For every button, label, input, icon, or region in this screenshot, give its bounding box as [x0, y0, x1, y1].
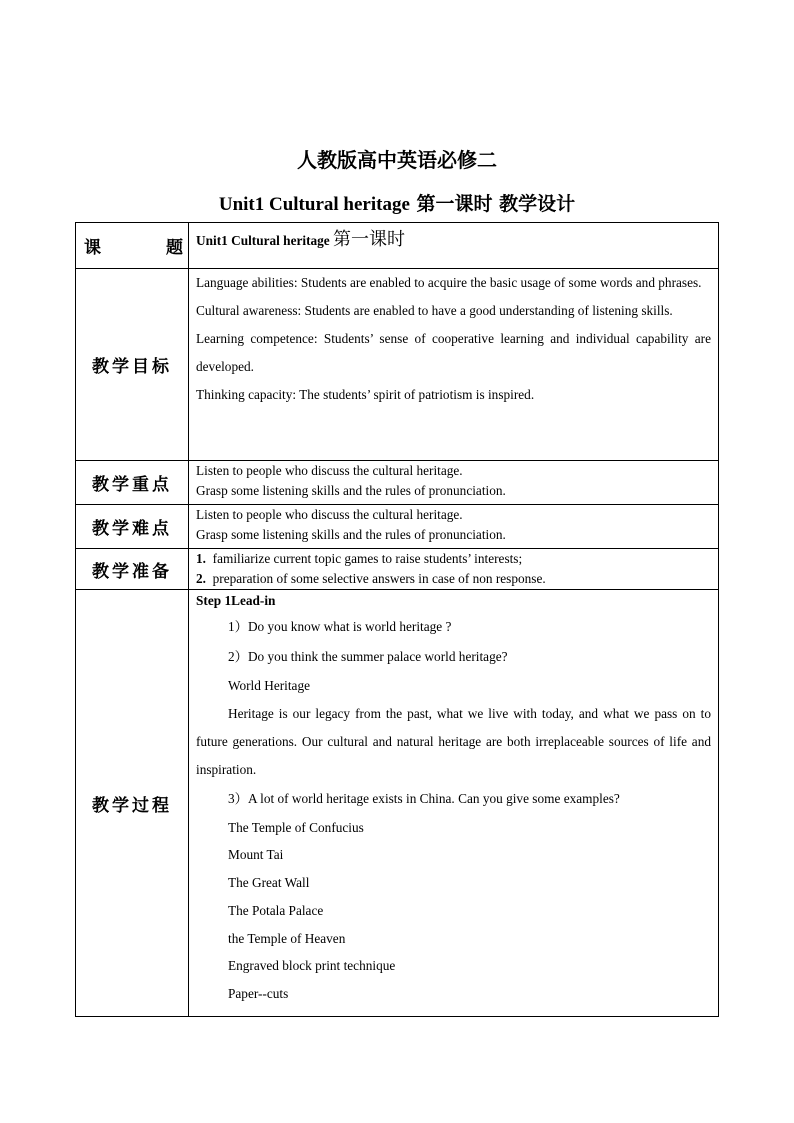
preparation-text: preparation of some selective answers in case of non response. [212, 571, 546, 586]
goal-culture: Cultural awareness: Students are enabled to have a good understanding of listening skills. [196, 303, 673, 318]
preparation-content [189, 549, 719, 590]
row-process [76, 590, 719, 1017]
topic-value-en: Unit1 Cultural heritage [196, 233, 330, 248]
label-topic-char-2: 题 [166, 238, 184, 258]
key-point-item: Grasp some listening skills and the rules of pronunciation. [196, 483, 506, 498]
row-preparation [76, 549, 719, 590]
row-topic [76, 223, 719, 269]
example-item: Paper--cuts [228, 985, 289, 1001]
label-topic [76, 223, 189, 269]
example-item: The Potala Palace [228, 902, 324, 918]
label-process: 教学过程 [76, 590, 189, 1017]
row-key-points [76, 461, 719, 505]
label-difficulties: 教学难点 [76, 505, 189, 549]
heritage-paragraph: Heritage is our legacy from the past, what we live with today, and what we pass on to future generations. Our cultural and natural heritage are both irreplaceable sources of life and inspiration. [196, 705, 711, 777]
subtitle-lesson: 第一课时 教学设计 [416, 193, 576, 215]
label-topic-char-1: 课 [84, 238, 131, 258]
row-goals [76, 269, 719, 461]
document-title: 人教版高中英语必修二 [297, 148, 497, 172]
difficulty-item: Listen to people who discuss the cultural heritage. [196, 507, 463, 522]
topic-value-cn: 第一课时 [333, 229, 406, 250]
world-heritage-heading: World Heritage [228, 678, 311, 693]
preparation-num: 1. [196, 551, 206, 566]
label-goals: 教学目标 [76, 269, 189, 461]
example-item: The Temple of Confucius [228, 819, 364, 835]
goal-learning: Learning competence: Students’ sense of cooperative learning and individual capability are developed. [196, 331, 711, 374]
subtitle-unit: Unit1 Cultural heritage [218, 194, 410, 215]
preparation-item [196, 549, 711, 569]
example-item: Engraved block print technique [228, 958, 396, 974]
goal-thinking: Thinking capacity: The students’ spirit of patriotism is inspired. [196, 387, 535, 402]
example-item: The Great Wall [228, 875, 310, 891]
topic-value [189, 223, 719, 269]
preparation-text: familiarize current topic games to raise students’ interests; [212, 551, 523, 566]
label-key-points: 教学重点 [76, 461, 189, 505]
question-1: 1）Do you know what is world heritage ? [228, 619, 452, 634]
preparation-item [196, 569, 711, 589]
label-preparation: 教学准备 [76, 549, 189, 590]
key-point-item: Listen to people who discuss the cultural heritage. [196, 463, 463, 478]
difficulty-item: Grasp some listening skills and the rules of pronunciation. [196, 527, 506, 542]
key-points-content [189, 461, 719, 505]
difficulties-content [189, 505, 719, 549]
step-heading: Step 1Lead-in [196, 593, 276, 608]
goals-content [189, 269, 719, 461]
process-content [189, 590, 719, 1017]
lesson-plan-table [75, 222, 719, 1017]
row-difficulties [76, 505, 719, 549]
question-2: 2）Do you think the summer palace world heritage? [228, 649, 508, 664]
document-subtitle [0, 189, 794, 216]
goal-language: Language abilities: Students are enabled to acquire the basic usage of some words and phrases. [196, 275, 702, 290]
question-3: 3）A lot of world heritage exists in China. Can you give some examples? [228, 790, 620, 806]
preparation-num: 2. [196, 571, 206, 586]
example-item: the Temple of Heaven [228, 930, 346, 946]
example-item: Mount Tai [228, 847, 284, 863]
